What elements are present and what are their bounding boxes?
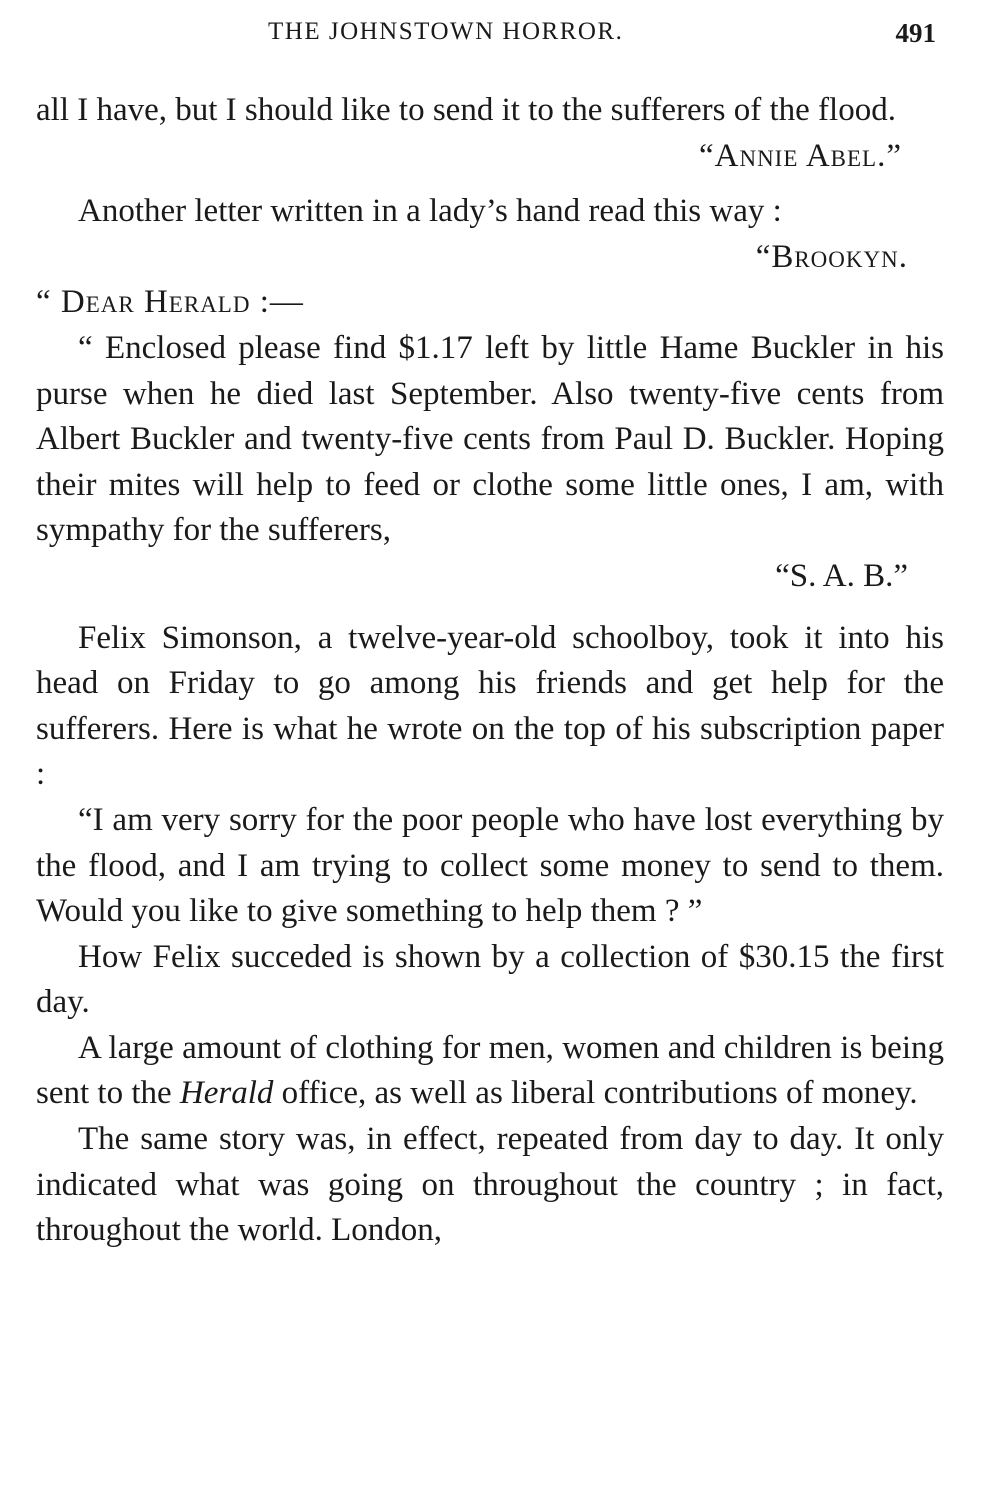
signature-sab: “S. A. B.” xyxy=(775,557,908,594)
paragraph-subscription-quote: “I am very sorry for the poor people who have lost everything by the flood, and I am trying to collect some money to send to them. Would you like to give something to help them ? ” xyxy=(36,801,944,930)
clothing-text-end: office, as well as liberal contributions of money. xyxy=(273,1075,918,1112)
running-title: THE JOHNSTOWN HORROR. xyxy=(268,18,624,45)
letter-place: “Brookyn. xyxy=(755,238,908,275)
body-text xyxy=(36,88,944,1254)
page-number: 491 xyxy=(895,18,936,48)
paragraph-another-letter: Another letter written in a lady’s hand read this way : xyxy=(78,193,782,230)
paragraph-clothing xyxy=(36,1026,944,1117)
paragraph-felix: Felix Simonson, a twelve-year-old schoolboy, took it into his head on Friday to go among his friends and get help for the sufferers. Here is what he wrote on the top of his subscription paper : xyxy=(36,619,944,793)
clothing-text-start: A large amount of clothing for men, women and children is being sent to the xyxy=(36,1029,944,1112)
signature-annie-abel: “Annie Abel.” xyxy=(698,137,902,174)
paragraph-same-story: The same story was, in effect, repeated from day to day. It only indicated what was going on throughout the country ; in fact, throughout the world. London, xyxy=(36,1121,944,1249)
paragraph-collection: How Felix succeded is shown by a collection of $30.15 the first day. xyxy=(36,938,944,1021)
letter-salutation: “ Dear Herald :— xyxy=(36,284,304,321)
herald-italic: Herald xyxy=(179,1075,274,1112)
paragraph-letter-body: “ Enclosed please find $1.17 left by little Hame Buckler in his purse when he died last September. Also twenty-five cents from Albert Buckler and twenty-five cents from Paul D. Buckler. Hoping their mites will help to feed or clothe some little ones, I am, with sympathy for the sufferers, xyxy=(36,329,944,549)
page-header xyxy=(36,18,936,58)
paragraph-continuation: all I have, but I should like to send it to the sufferers of the flood. xyxy=(36,92,896,128)
